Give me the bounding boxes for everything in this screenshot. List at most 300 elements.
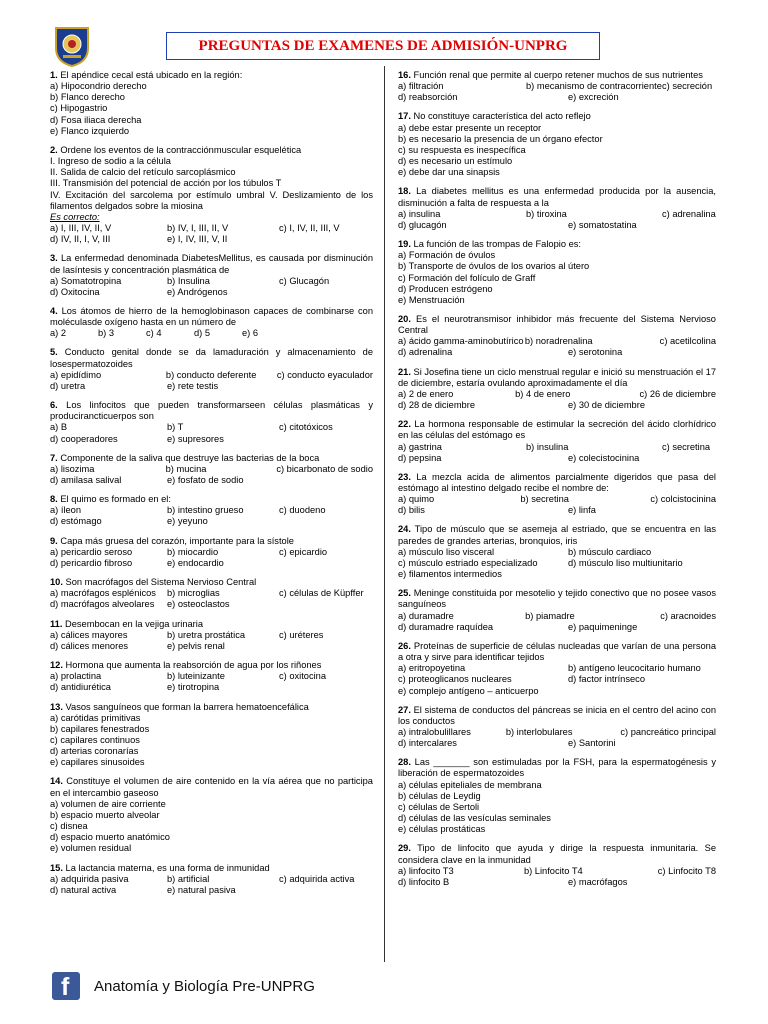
answer-option: c) células de Sertoli — [398, 801, 480, 812]
question-number: 11. — [50, 618, 63, 629]
answer-option: c) conducto eyaculador — [276, 369, 373, 380]
question-stem — [398, 186, 716, 208]
answer-option: a) epidídimo — [50, 369, 102, 380]
question-item — [398, 367, 716, 412]
answer-option: b) 3 — [98, 328, 115, 339]
answer-option: e) endocardio — [167, 557, 224, 568]
question-item — [398, 524, 716, 580]
answer-option: d) Oxitocina — [50, 286, 100, 297]
question-number: 29. — [398, 843, 411, 854]
answer-option: c) Hipogastrio — [50, 103, 108, 114]
answer-option: b) células de Leydig — [398, 790, 481, 801]
answer-row — [50, 558, 373, 569]
answer-row — [50, 588, 373, 599]
answer-row — [50, 370, 373, 381]
question-number: 18. — [398, 186, 411, 197]
answer-option: e) serotonina — [568, 347, 623, 358]
question-text: Capa más gruesa del corazón, importante para la sístole — [60, 535, 294, 546]
answer-row — [50, 547, 373, 558]
answer-option: d) adrenalina — [398, 347, 453, 358]
question-stem — [50, 400, 373, 422]
answer-option: b) IV, I, III, II, V — [167, 223, 229, 234]
question-item — [50, 776, 373, 854]
question-text: El apéndice cecal está ubicado en la región: — [60, 70, 243, 80]
answer-option: c) secretina — [662, 441, 711, 452]
answer-row — [50, 475, 373, 486]
question-text: El sistema de conductos del páncreas se inicia en el centro del acino con los conductos — [398, 704, 716, 726]
question-text: Los linfocitos que pueden transformarseen células plasmáticas y producirancticuerpos son — [50, 400, 373, 422]
answer-option: d) estómago — [50, 516, 102, 527]
answer-row — [50, 516, 373, 527]
facebook-icon[interactable] — [52, 972, 80, 1000]
answer-row — [50, 641, 373, 652]
answer-option: e) fosfato de sodio — [167, 475, 244, 485]
answer-option: a) células epiteliales de membrana — [398, 779, 542, 790]
answer-row — [398, 494, 716, 505]
question-number: 25. — [398, 588, 411, 599]
answer-row — [398, 220, 716, 231]
question-item — [50, 253, 373, 298]
answer-option: d) uretra — [50, 380, 86, 391]
question-stem — [398, 641, 716, 663]
question-note: Es correcto: — [50, 211, 100, 222]
answer-option: c) músculo estriado especializado — [398, 557, 538, 568]
answer-option: d) IV, II, I, V, III — [50, 234, 111, 245]
question-number: 6. — [50, 400, 58, 411]
answer-option: e) linfa — [568, 505, 596, 516]
question-stem — [398, 239, 716, 250]
question-number: 22. — [398, 419, 411, 430]
question-item — [398, 843, 716, 888]
question-stem — [50, 619, 373, 630]
question-item — [398, 419, 716, 464]
answer-option: b) insulina — [526, 441, 569, 452]
question-column-right — [398, 70, 716, 896]
answer-option: e) I, IV, III, V, II — [167, 234, 228, 245]
question-stem — [50, 70, 373, 81]
question-text: La mezcla acida de alimentos parcialmente digeridos que pasa del estómago al intestino delgado recibe el nombre de: — [398, 471, 716, 493]
answer-option: b) espacio muerto alveolar — [50, 809, 160, 820]
answer-option: b) artificial — [167, 873, 210, 884]
answer-option: a) carótidas primitivas — [50, 712, 141, 723]
question-item — [398, 757, 716, 835]
question-text: La enfermedad denominada DiabetesMellitus, es causada por disminución de lasíntesis y concentración plasmática de — [50, 253, 373, 275]
answer-row — [398, 336, 716, 347]
answer-option: b) músculo cardiaco — [568, 546, 652, 557]
answer-option: b) secretina — [520, 494, 569, 505]
answer-option: I. Ingreso de sodio a la célula — [50, 156, 171, 167]
answer-row — [398, 738, 716, 749]
answer-option: b) capilares fenestrados — [50, 723, 150, 734]
answer-row — [398, 92, 716, 103]
question-number: 1. — [50, 70, 58, 80]
question-number: 28. — [398, 757, 411, 768]
answer-option: a) músculo liso visceral — [398, 546, 495, 557]
question-item — [50, 70, 373, 137]
answer-option: c) 26 de diciembre — [639, 388, 716, 399]
answer-option: d) linfocito B — [398, 876, 450, 887]
question-number: 9. — [50, 535, 58, 546]
answer-option: a) filtración — [398, 81, 444, 92]
answer-option: b) microglias — [167, 588, 220, 599]
answer-option: d) 5 — [194, 328, 211, 339]
question-stem — [50, 776, 373, 798]
answer-option: e) tirotropina — [167, 682, 220, 693]
question-stem — [50, 660, 373, 671]
question-stem — [398, 419, 716, 441]
answer-option: c) acetilcolina — [659, 336, 716, 347]
question-number: 24. — [398, 524, 411, 535]
question-text: Las _______ son estimuladas por la FSH, para la espermatogénesis y liberación de espermatozoides — [398, 757, 716, 779]
answer-row — [398, 611, 716, 622]
answer-option: d) antidiurética — [50, 682, 111, 693]
question-text: No constituye característica del acto reflejo — [413, 111, 591, 122]
facebook-glyph: f — [61, 973, 70, 1001]
answer-option: e) excreción — [568, 92, 619, 103]
question-text: Función renal que permite al cuerpo retener muchos de sus nutrientes — [413, 70, 703, 80]
answer-row — [398, 389, 716, 400]
answer-option: b) mecanismo de contracorriente — [526, 81, 662, 92]
question-stem — [50, 306, 373, 328]
question-number: 15. — [50, 862, 63, 873]
question-number: 8. — [50, 494, 58, 505]
answer-option: b) uretra prostática — [167, 629, 246, 640]
question-item — [50, 400, 373, 445]
university-crest-logo — [52, 24, 92, 68]
question-stem — [398, 843, 716, 865]
answer-option: a) Somatotropina — [50, 275, 122, 286]
answer-option: c) oxitocina — [279, 671, 327, 682]
answer-option: b) piamadre — [525, 610, 575, 621]
answer-option: e) complejo antígeno – anticuerpo — [398, 685, 539, 696]
answer-row — [398, 347, 716, 358]
column-divider — [384, 66, 385, 962]
question-number: 17. — [398, 111, 411, 122]
answer-option: c) Linfocito T8 — [657, 865, 716, 876]
answer-option: d) duramadre raquídea — [398, 621, 494, 632]
answer-option: a) duramadre — [398, 610, 454, 621]
question-item — [398, 111, 716, 178]
question-item — [398, 588, 716, 633]
answer-option: a) linfocito T3 — [398, 865, 454, 876]
answer-option: c) duodeno — [279, 505, 326, 516]
answer-option: b) antígeno leucocitario humano — [568, 663, 701, 674]
question-text: El quimo es formado en el: — [60, 494, 171, 505]
answer-row — [50, 223, 373, 234]
answer-row — [398, 81, 716, 92]
question-item — [398, 314, 716, 359]
question-stem — [50, 145, 373, 156]
question-text: Constituye el volumen de aire contenido en la vía aérea que no participa en el intercambio gaseoso — [50, 776, 373, 798]
question-item — [398, 70, 716, 103]
question-number: 26. — [398, 640, 411, 651]
question-stem — [398, 367, 716, 389]
answer-row — [398, 663, 716, 674]
answer-option: a) macrófagos esplénicos — [50, 588, 156, 599]
answer-option: a) adquirida pasiva — [50, 873, 129, 884]
question-number: 10. — [50, 577, 63, 588]
question-item — [50, 577, 373, 610]
question-number: 13. — [50, 701, 63, 712]
answer-option: e) yeyuno — [167, 516, 208, 527]
answer-row — [50, 885, 373, 896]
question-stem — [50, 702, 373, 713]
answer-option: e) paquimeninge — [568, 621, 638, 632]
answer-option: e) células prostáticas — [398, 824, 486, 835]
question-number: 16. — [398, 70, 411, 80]
question-number: 2. — [50, 144, 58, 155]
answer-row — [50, 464, 373, 475]
question-number: 12. — [50, 660, 63, 671]
question-stem — [398, 314, 716, 336]
answer-option: c) adrenalina — [662, 208, 716, 219]
footer — [52, 972, 315, 1000]
answer-option: a) cálices mayores — [50, 629, 128, 640]
answer-option: c) uréteres — [279, 629, 324, 640]
answer-option: d) bilis — [398, 505, 425, 516]
question-stem — [398, 472, 716, 494]
answer-option: e) Andrógenos — [167, 286, 228, 297]
answer-option: c) aracnoides — [660, 610, 716, 621]
question-item — [50, 536, 373, 569]
answer-option: c) Formación del folículo de Graff — [398, 272, 536, 283]
question-number: 5. — [50, 347, 58, 358]
answer-option: e) Flanco izquierdo — [50, 125, 130, 136]
question-item — [398, 641, 716, 697]
question-number: 14. — [50, 776, 63, 787]
answer-option: d) reabsorción — [398, 92, 458, 103]
question-number: 20. — [398, 313, 411, 324]
answer-option: c) disnea — [50, 821, 88, 832]
question-text: Tipo de linfocito que ayuda y dirige la respuesta inmunitaria. Se considera clave en la inmunidad — [398, 843, 716, 865]
answer-option: b) Insulina — [167, 275, 210, 286]
question-number: 3. — [50, 253, 58, 264]
question-number: 19. — [398, 239, 411, 250]
answer-row — [398, 442, 716, 453]
answer-option: c) bicarbonato de sodio — [276, 463, 373, 474]
question-stem — [398, 705, 716, 727]
question-stem — [50, 253, 373, 275]
answer-option: a) íleon — [50, 505, 82, 516]
answer-option: d) células de las vesículas seminales — [398, 813, 551, 824]
answer-row — [398, 453, 716, 464]
question-stem — [50, 536, 373, 547]
answer-option: d) natural activa — [50, 884, 117, 895]
question-number: 4. — [50, 305, 58, 316]
answer-option: a) insulina — [398, 208, 441, 219]
answer-row — [398, 547, 716, 558]
question-text: Si Josefina tiene un ciclo menstrual regular e inició su menstruación el 17 de diciembre, estaría ovulando aproximadamente el día — [398, 366, 716, 388]
answer-row — [398, 622, 716, 633]
answer-option: c) epicardio — [279, 546, 328, 557]
answer-option: e) supresores — [167, 433, 224, 444]
answer-option: a) 2 de enero — [398, 388, 454, 399]
answer-row — [398, 558, 716, 569]
answer-option: e) filamentos intermedios — [398, 569, 502, 580]
answer-option: e) Santorini — [568, 738, 616, 749]
question-item — [50, 145, 373, 245]
answer-option: e) 30 de diciembre — [568, 400, 645, 411]
question-stem — [50, 347, 373, 369]
answer-option: a) Hipocondrio derecho — [50, 81, 147, 92]
answer-option: d) cooperadores — [50, 433, 118, 444]
question-item — [50, 619, 373, 652]
answer-option: a) pericardio seroso — [50, 546, 133, 557]
footer-text: Anatomía y Biología Pre-UNPRG — [94, 977, 315, 995]
question-text: Desembocan en la vejiga urinaria — [65, 618, 203, 629]
answer-option: b) Flanco derecho — [50, 92, 125, 103]
answer-row — [398, 505, 716, 516]
answer-option: d) cálices menores — [50, 640, 129, 651]
answer-row — [398, 727, 716, 738]
question-stem — [398, 757, 716, 779]
answer-option: e) macrófagos — [568, 876, 628, 887]
answer-row — [398, 209, 716, 220]
answer-row — [398, 877, 716, 888]
answer-option: a) ácido gamma-aminobutírico — [398, 336, 524, 347]
answer-option: a) I, III, IV, II, V — [50, 223, 112, 234]
answer-option: d) pericardio fibroso — [50, 557, 133, 568]
answer-option: b) interlobulares — [505, 726, 573, 737]
answer-row — [50, 671, 373, 682]
answer-option: b) luteinizante — [167, 671, 225, 682]
answer-option: a) Formación de óvulos — [398, 250, 496, 261]
answer-row — [50, 276, 373, 287]
answer-option: e) pelvis renal — [167, 640, 225, 651]
answer-option: b) conducto deferente — [165, 369, 257, 380]
answer-option: d) Producen estrógeno — [398, 283, 493, 294]
answer-option: e) rete testis — [167, 380, 219, 391]
question-text: Los átomos de hierro de la hemoglobinason capaces de combinarse con moléculasde oxígeno hasta en un número de — [50, 305, 373, 328]
answer-option: b) 4 de enero — [515, 388, 571, 399]
question-text: Es el neurotransmisor inhibidor más frecuente del Sistema Nervioso Central — [398, 313, 716, 336]
question-text: Tipo de músculo que se asemeja al estriado, que se encuentra en las paredes de grandes arterias, bronquios, iris — [398, 524, 716, 546]
answer-row — [50, 328, 373, 339]
answer-option: d) pepsina — [398, 452, 442, 463]
answer-row — [50, 874, 373, 885]
answer-option: III. Transmisión del potencial de acción por los túbulos T — [50, 178, 282, 189]
answer-row — [50, 505, 373, 516]
answer-option: a) debe estar presente un receptor — [398, 122, 542, 133]
answer-option: e) capilares sinusoides — [50, 757, 145, 768]
answer-option: a) quimo — [398, 494, 435, 505]
answer-option: b) tiroxina — [526, 208, 567, 219]
answer-option: e) Menstruación — [398, 294, 465, 305]
answer-row — [50, 234, 373, 245]
answer-option: d) glucagón — [398, 219, 447, 230]
answer-row — [398, 674, 716, 685]
answer-option: d) Fosa iliaca derecha — [50, 114, 142, 125]
answer-option: d) espacio muerto anatómico — [50, 832, 170, 843]
question-number: 21. — [398, 366, 411, 377]
question-item — [398, 186, 716, 231]
answer-option: e) osteoclastos — [167, 599, 230, 610]
answer-option: e) somatostatina — [568, 219, 637, 230]
answer-row — [50, 422, 373, 433]
answer-option: d) macrófagos alveolares — [50, 599, 155, 610]
answer-option: c) su respuesta es inespecífica — [398, 144, 526, 155]
answer-row — [50, 287, 373, 298]
question-text: Meninge constituida por mesotelio y tejido conectivo que no posee vasos sanguíneos — [398, 588, 716, 610]
answer-option: b) Transporte de óvulos de los ovarios al útero — [398, 261, 590, 272]
question-stem — [50, 453, 373, 464]
answer-option: b) miocardio — [167, 546, 219, 557]
question-stem — [50, 577, 373, 588]
answer-option: a) intralobulillares — [398, 726, 471, 737]
answer-option: e) volumen residual — [50, 843, 132, 854]
question-stem — [398, 588, 716, 610]
question-item — [50, 660, 373, 693]
answer-option: d) amilasa salival — [50, 475, 122, 485]
answer-option: c) Glucagón — [279, 275, 330, 286]
answer-option: c) células de Küpffer — [279, 588, 364, 599]
answer-option: c) pancreático principal — [620, 726, 716, 737]
question-text-continued: IV. Excitación del sarcolema por estímulo umbral V. Deslizamiento de los filamentos delgados sobre la miosina — [50, 189, 373, 211]
answer-option: c) 4 — [146, 328, 162, 339]
answer-option: d) 28 de diciembre — [398, 400, 475, 411]
question-item — [50, 347, 373, 392]
question-item — [50, 494, 373, 527]
answer-option: d) arterias coronarías — [50, 746, 139, 757]
question-stem — [50, 494, 373, 505]
answer-option: c) adquirida activa — [279, 873, 355, 884]
answer-option: d) factor intrínseco — [568, 674, 645, 685]
question-text: La lactancia materna, es una forma de inmunidad — [65, 862, 270, 873]
question-item — [50, 702, 373, 769]
answer-option: c) secreción — [662, 81, 713, 92]
question-text: Vasos sanguíneos que forman la barrera hematoencefálica — [65, 701, 309, 712]
answer-row — [50, 682, 373, 693]
answer-option: a) prolactina — [50, 671, 102, 682]
question-text: La función de las trompas de Falopio es: — [413, 239, 581, 250]
answer-row — [50, 599, 373, 610]
answer-option: a) 2 — [50, 328, 67, 339]
question-number: 23. — [398, 471, 411, 482]
answer-option: a) eritropoyetina — [398, 663, 466, 674]
answer-row — [398, 866, 716, 877]
answer-option: a) gastrina — [398, 441, 442, 452]
page-title: PREGUNTAS DE EXAMENES DE ADMISIÓN-UNPRG — [166, 32, 600, 60]
answer-option: e) 6 — [242, 328, 259, 339]
question-text: Conducto genital donde se da lamaduración y almacenamiento de losespermatozoides — [50, 347, 373, 369]
answer-option: b) T — [167, 422, 184, 433]
answer-row — [50, 381, 373, 392]
answer-option: c) I, IV, II, III, V — [279, 223, 340, 234]
question-number: 27. — [398, 704, 411, 715]
question-text: Ordene los eventos de la contracciónmuscular esquelética — [60, 144, 302, 155]
answer-option: d) músculo liso multiunitario — [568, 557, 683, 568]
question-stem — [398, 524, 716, 546]
answer-option: b) intestino grueso — [167, 505, 244, 516]
answer-option: b) noradrenalina — [524, 336, 593, 347]
answer-option: a) volumen de aire corriente — [50, 798, 166, 809]
question-stem — [398, 70, 716, 81]
answer-option: c) capilares continuos — [50, 734, 140, 745]
answer-option: II. Salida de calcio del retículo sarcoplásmico — [50, 167, 236, 178]
question-column-left — [50, 70, 373, 904]
question-text: La hormona responsable de estimular la secreción del ácido clorhídrico en las células del estómago es — [398, 419, 716, 441]
question-item — [50, 306, 373, 339]
answer-option: d) es necesario un estímulo — [398, 156, 513, 167]
answer-option: c) citotóxicos — [279, 422, 333, 433]
question-number: 7. — [50, 452, 58, 463]
question-item — [398, 239, 716, 306]
answer-option: d) intercalares — [398, 738, 457, 749]
answer-option: b) es necesario la presencia de un órgano efector — [398, 133, 603, 144]
question-item — [398, 472, 716, 517]
question-text: Hormona que aumenta la reabsorción de agua por los riñones — [65, 660, 322, 671]
question-text: Componente de la saliva que destruye las bacterias de la boca — [60, 452, 320, 463]
